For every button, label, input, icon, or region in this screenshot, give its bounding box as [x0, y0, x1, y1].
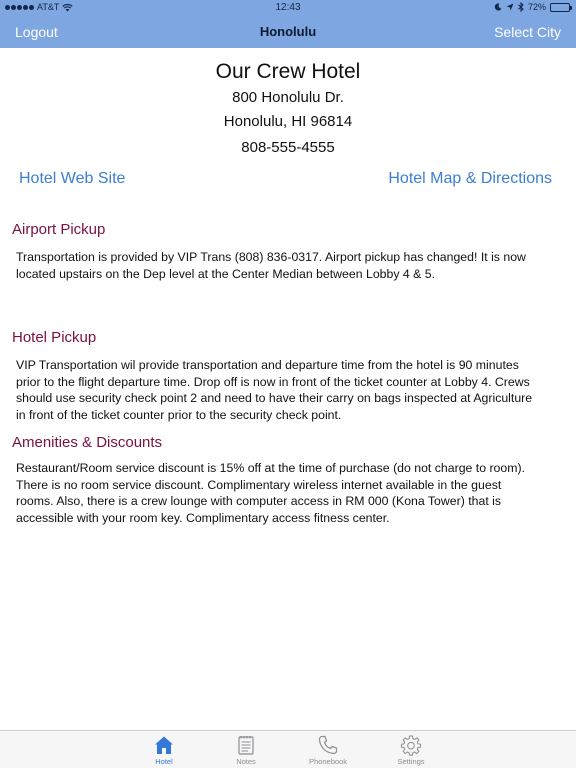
tab-notes-label: Notes [236, 757, 256, 766]
select-city-button[interactable]: Select City [494, 24, 561, 40]
tab-hotel[interactable] [134, 734, 194, 766]
phone-icon [317, 734, 339, 756]
house-icon [153, 734, 175, 756]
section-body-airport-pickup: Transportation is provided by VIP Trans (808) 836-0317. Airport pickup has changed! It is now located upstairs on the Dep level at the Center Median between Lobby 4 & 5. [16, 250, 526, 281]
moon-icon [494, 3, 502, 11]
status-right [494, 2, 570, 12]
bluetooth-icon [518, 2, 524, 12]
battery-percent: 72% [527, 2, 546, 12]
hotel-links [0, 170, 576, 192]
logout-button[interactable]: Logout [15, 24, 58, 40]
status-time: 12:43 [275, 2, 301, 13]
status-bar [0, 0, 576, 16]
hotel-name: Our Crew Hotel [215, 60, 361, 83]
notepad-icon [235, 734, 257, 756]
carrier-label: AT&T [37, 2, 60, 12]
tab-bar [0, 730, 576, 768]
gear-icon [400, 734, 422, 756]
section-body-hotel-pickup: VIP Transportation wil provide transportation and departure time from the hotel is 90 minutes prior to the flight departure time. Drop off is now in front of the ticket counter at Lobby 4. Crews should use security check point 2 and need to have their carry on bags inspected at Agriculture in front of the ticket counter prior to the security check point. [16, 358, 533, 422]
section-title-airport-pickup: Airport Pickup [12, 221, 106, 238]
tab-hotel-label: Hotel [155, 757, 173, 766]
hotel-phone: 808-555-4555 [241, 139, 335, 156]
hotel-address-line1: 800 Honolulu Dr. [232, 89, 344, 106]
tab-settings[interactable] [381, 734, 441, 766]
section-body-amenities-discounts: Restaurant/Room service discount is 15% off at the time of purchase (do not charge to room). There is no room service discount. Complimentary wireless internet available in the guest rooms. Also, there is a crew lounge with computer access in RM 000 (Kona Tower) that is accessible with your room key. Complimentary access fitness center. [16, 461, 525, 525]
tab-phonebook-label: Phonebook [309, 757, 347, 766]
tab-notes[interactable] [216, 734, 276, 766]
nav-title: Honolulu [259, 24, 317, 39]
hotel-web-site-link[interactable]: Hotel Web Site [19, 170, 126, 187]
hotel-map-directions-link[interactable]: Hotel Map & Directions [388, 170, 552, 187]
hotel-address-line2: Honolulu, HI 96814 [223, 113, 353, 130]
hotel-header [0, 58, 576, 160]
location-arrow-icon [506, 3, 514, 11]
tab-settings-label: Settings [397, 757, 425, 766]
section-title-amenities-discounts: Amenities & Discounts [12, 434, 163, 451]
tab-phonebook[interactable] [298, 734, 358, 766]
section-title-hotel-pickup: Hotel Pickup [12, 329, 97, 346]
navigation-bar [0, 16, 576, 48]
battery-icon [550, 3, 570, 12]
